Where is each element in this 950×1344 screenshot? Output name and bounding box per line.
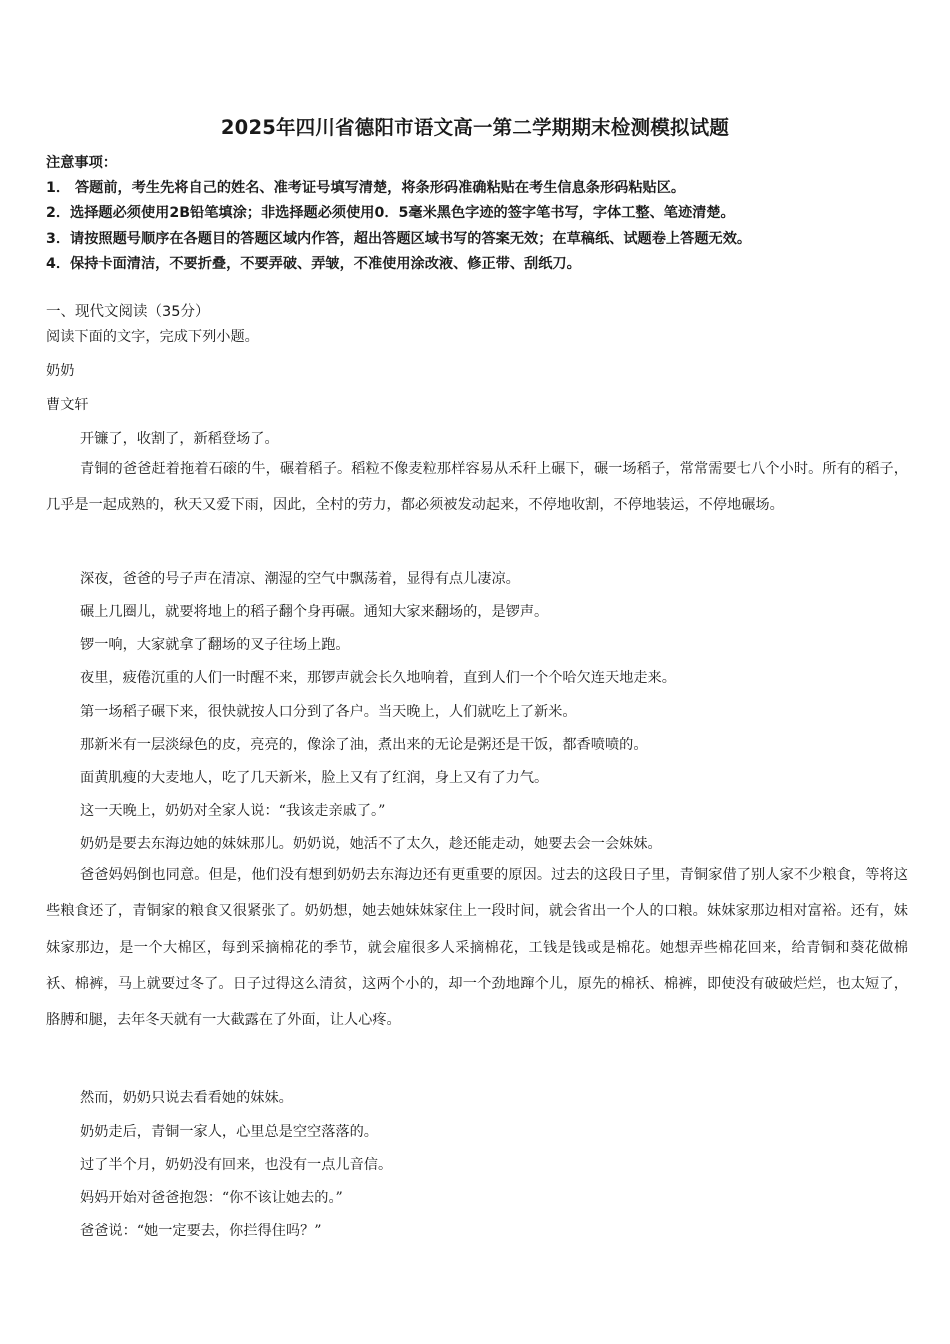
paragraph: 夜里，疲倦沉重的人们一时醒不来，那锣声就会长久地响着，直到人们一个个哈欠连天地走来。 <box>80 670 676 686</box>
article-title: 奶奶 <box>46 363 75 379</box>
page-title: 2025年四川省德阳市语文高一第二学期期末检测模拟试题 <box>220 116 730 139</box>
section-heading: 一、现代文阅读（35分） <box>46 304 210 320</box>
paragraph: 那新米有一层淡绿色的皮，亮亮的，像涂了油，煮出来的无论是粥还是干饭，都香喷喷的。 <box>80 737 648 753</box>
reading-instruction: 阅读下面的文字，完成下列小题。 <box>46 329 259 345</box>
paragraph: 开镰了，收割了，新稻登场了。 <box>80 431 279 447</box>
paragraph: 深夜，爸爸的号子声在清凉、潮湿的空气中飘荡着，显得有点儿凄凉。 <box>80 571 520 587</box>
notice-item-1: 1． 答题前，考生先将自己的姓名、准考证号填写清楚，将条形码准确粘贴在考生信息条形码粘贴区。 <box>46 180 686 196</box>
article-author: 曹文轩 <box>46 397 89 413</box>
paragraph: 爸爸妈妈倒也同意。但是，他们没有想到奶奶去东海边还有更重要的原因。过去的这段日子里，青铜家借了别人家不少粮食，等将这些粮食还了，青铜家的粮食又很紧张了。奶奶想，她去她妹妹家住上一段时间，就会省出一个人的口粮。妹妹家那边相对富裕。还有，妹妹家那边，是一个大棉区，每到采摘棉花的季节，就会雇很多人采摘棉花，工钱是钱或是棉花。她想弄些棉花回来，给青铜和葵花做棉袄、棉裤，马上就要过冬了。日子过得这么清贫，这两个小的，却一个劲地蹿个儿，原先的棉袄、棉裤，即使没有破破烂烂，也太短了，胳膊和腿，去年冬天就有一大截露在了外面，让人心疼。 <box>46 867 908 1029</box>
paragraph: 青铜的爸爸赶着拖着石磙的牛，碾着稻子。稻粒不像麦粒那样容易从禾秆上碾下，碾一场稻子，常常需要七八个小时。所有的稻子，几乎是一起成熟的，秋天又爱下雨，因此，全村的劳力，都必须被发动起来，不停地收割，不停地装运，不停地碾场。 <box>46 461 908 514</box>
paragraph: 这一天晚上，奶奶对全家人说：“我该走亲戚了。” <box>80 803 386 819</box>
notice-item-3: 3．请按照题号顺序在各题目的答题区域内作答，超出答题区域书写的答案无效；在草稿纸、试题卷上答题无效。 <box>46 231 752 247</box>
paragraph: 妈妈开始对爸爸抱怨：“你不该让她去的。” <box>80 1190 343 1206</box>
paragraph: 奶奶走后，青铜一家人，心里总是空空落落的。 <box>80 1124 378 1140</box>
paragraph: 奶奶是要去东海边她的妹妹那儿。奶奶说，她活不了太久，趁还能走动，她要去会一会妹妹。 <box>80 836 662 852</box>
paragraph: 锣一响，大家就拿了翻场的叉子往场上跑。 <box>80 637 350 653</box>
paragraph: 爸爸说：“她一定要去，你拦得住吗？” <box>80 1223 322 1239</box>
paragraph: 碾上几圈儿，就要将地上的稻子翻个身再碾。通知大家来翻场的，是锣声。 <box>80 604 549 620</box>
paragraph: 第一场稻子碾下来，很快就按人口分到了各户。当天晚上，人们就吃上了新米。 <box>80 704 577 720</box>
notice-item-4: 4．保持卡面清洁，不要折叠，不要弄破、弄皱，不准使用涂改液、修正带、刮纸刀。 <box>46 256 581 272</box>
notice-item-2: 2．选择题必须使用2B铅笔填涂；非选择题必须使用0．5毫米黑色字迹的签字笔书写，字体工整、笔迹清楚。 <box>46 205 735 221</box>
notice-heading: 注意事项： <box>46 155 117 171</box>
paragraph: 然而，奶奶只说去看看她的妹妹。 <box>80 1090 293 1106</box>
paragraph: 面黄肌瘦的大麦地人，吃了几天新米，脸上又有了红润，身上又有了力气。 <box>80 770 549 786</box>
paragraph: 过了半个月，奶奶没有回来，也没有一点儿音信。 <box>80 1157 393 1173</box>
